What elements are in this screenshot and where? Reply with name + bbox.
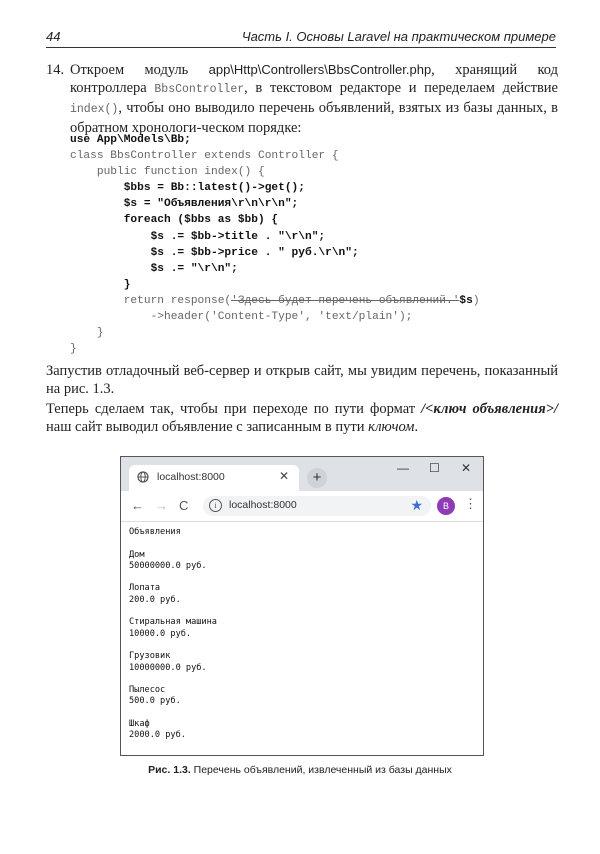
code-line: class BbsController extends Controller { (70, 150, 339, 163)
star-icon[interactable]: ★ (410, 497, 423, 513)
maximize-icon[interactable]: ☐ (429, 461, 440, 475)
globe-icon (137, 471, 149, 483)
emphasis: ключом (368, 419, 415, 435)
running-header (46, 27, 556, 48)
code-line: use App\Models\Bb; (70, 134, 191, 146)
browser-window (120, 456, 484, 756)
code-fragment: ) (472, 294, 480, 307)
code-line: ->header('Content-Type', 'text/plain'); (70, 311, 413, 324)
forward-icon[interactable]: → (155, 498, 168, 513)
figure-caption (0, 764, 600, 776)
figure-label: Рис. 1.3. (148, 764, 191, 776)
text-fragment: , чтобы оно выводило перечень объявлений, взятых из базы данных, в обратном хронологи-ческом порядке: (70, 100, 558, 136)
code-line: $bbs = Bb::latest()->get(); (70, 182, 305, 195)
code-line: $s .= $bb->price . " руб.\r\n"; (70, 246, 359, 259)
browser-toolbar (121, 491, 483, 522)
code-line: return response( (70, 294, 232, 307)
text-fragment: Теперь сделаем так, чтобы при переходе по пути формат (46, 401, 422, 417)
page-number: 44 (46, 29, 61, 44)
list-number: 14. (46, 62, 65, 78)
url-text[interactable]: localhost:8000 (229, 499, 297, 511)
class-name: BbsController (154, 83, 245, 96)
back-icon[interactable]: ← (131, 498, 144, 513)
tab-title: localhost:8000 (157, 471, 225, 483)
code-line: public function index() { (70, 166, 265, 179)
address-bar[interactable] (203, 496, 431, 516)
text-fragment: Откроем модуль (70, 62, 209, 78)
close-window-icon[interactable]: ✕ (461, 461, 472, 475)
code-line: foreach ($bbs as $bb) { (70, 214, 279, 227)
reload-icon[interactable]: C (179, 498, 189, 513)
code-line: $s .= "\r\n"; (70, 262, 238, 275)
code-line: } (70, 327, 104, 340)
list-item-14 (46, 61, 558, 137)
code-line: $s .= $bb->title . "\r\n"; (70, 230, 326, 243)
code-line: } (70, 343, 77, 356)
struck-code: 'Здесь будет перечень объявлений.' (231, 294, 460, 307)
action-name: index() (70, 103, 119, 116)
code-fragment: $s (459, 294, 473, 307)
close-tab-icon[interactable]: ✕ (279, 469, 290, 483)
running-title: Часть I. Основы Laravel на практическом примере (241, 29, 556, 44)
file-path: app\Http\Controllers\BbsController.php (208, 62, 432, 77)
avatar[interactable]: B (437, 497, 455, 515)
new-tab-button[interactable]: + (307, 468, 327, 488)
text-fragment: , в текстовом редакторе и переделаем действие (244, 80, 558, 96)
minimize-icon[interactable]: — (397, 461, 409, 475)
info-icon[interactable]: i (209, 499, 222, 512)
browser-tab[interactable] (129, 465, 299, 491)
list-item-text (70, 61, 558, 137)
menu-icon[interactable]: ⋮ (464, 496, 477, 511)
paragraph: Запустив отладочный веб-сервер и открыв сайт, мы увидим перечень, показанный на рис. 1.3. (46, 363, 558, 397)
text-fragment: , хранящий код контроллера (70, 62, 558, 96)
tab-bar (121, 457, 483, 491)
text-fragment: . (414, 419, 419, 435)
paragraph (46, 400, 558, 436)
text-fragment: наш сайт выводил объявление с записанным в пути (46, 419, 369, 435)
caption-text: Перечень объявлений, извлеченный из базы данных (190, 764, 452, 776)
code-listing (70, 132, 480, 357)
code-line: } (70, 278, 131, 291)
code-line: $s = "Объявления\r\n\r\n"; (70, 198, 299, 211)
page-content: Объявления Дом 50000000.0 руб. Лопата 200.0 руб. Стиральная машина 10000.0 руб. Грузовик 10000000.0 руб. Пылесос 500.0 руб. Шкаф 2000.0 руб. (129, 527, 217, 741)
url-format: /<ключ объявления>/ (421, 401, 558, 417)
